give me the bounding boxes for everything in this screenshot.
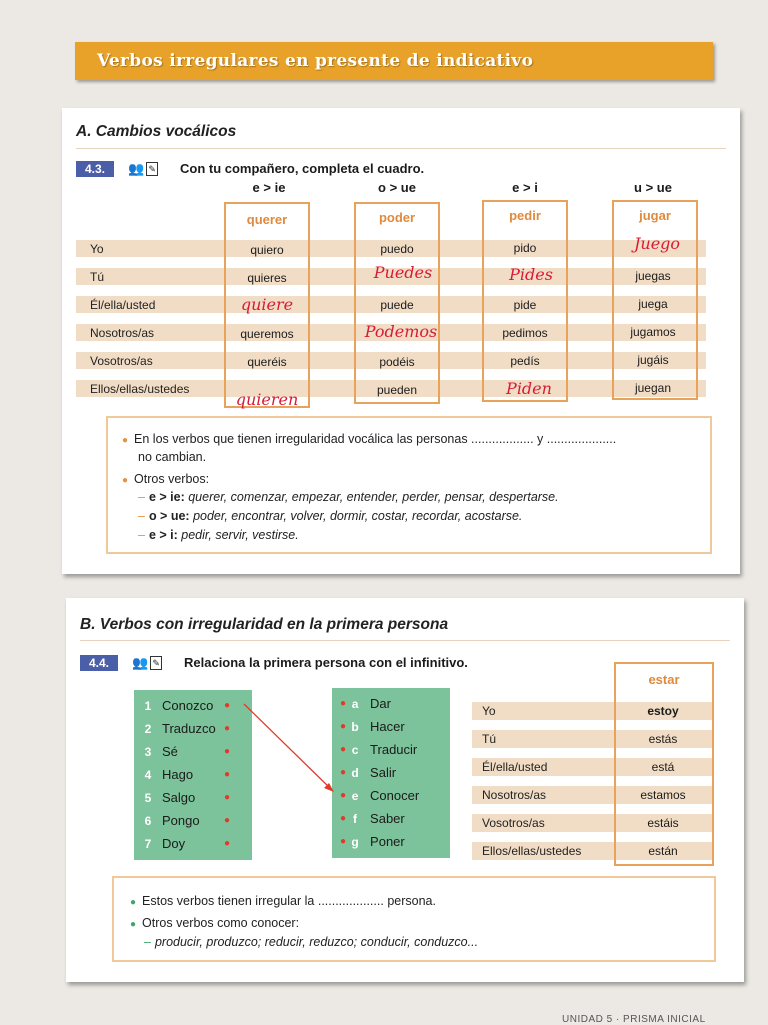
connector-dot[interactable]: ● xyxy=(340,767,347,778)
connector-dot[interactable]: ● xyxy=(340,698,347,709)
connector-dot[interactable]: ● xyxy=(224,746,231,757)
estar-pronoun-yo: Yo xyxy=(482,704,496,718)
estar-form-ellos: están xyxy=(648,844,678,858)
form-poder-yo: puedo xyxy=(380,242,414,256)
handwritten-poder-tu: Puedes xyxy=(373,263,433,282)
note-b-line1: ● Estos verbos tienen irregular la ................... persona. xyxy=(130,894,436,908)
exercise-instruction: Con tu compañero, completa el cuadro. xyxy=(180,161,425,176)
list-item: 3 Sé ● xyxy=(144,744,231,759)
note-a-line1: ● En los verbos que tienen irregularidad vocálica las personas .................. y .................... xyxy=(122,432,617,446)
estar-pronoun-tu: Tú xyxy=(482,732,497,746)
list-item: ● f Saber xyxy=(340,811,405,826)
form-jugar-ellos: juegan xyxy=(634,381,672,395)
exercise-instruction-b: Relaciona la primera persona con el infinitivo. xyxy=(184,655,468,670)
form-poder-el: puede xyxy=(380,298,414,312)
pronoun-ellos: Ellos/ellas/ustedes xyxy=(90,382,190,396)
pronoun-yo: Yo xyxy=(90,242,104,256)
list-item: 2 Traduzco ● xyxy=(144,721,231,736)
connector-dot[interactable]: ● xyxy=(224,700,231,711)
estar-pronoun-nosotros: Nosotros/as xyxy=(482,788,547,802)
note-a-line3: ● Otros verbos: xyxy=(122,472,210,486)
estar-pronoun-vosotros: Vosotros/as xyxy=(482,816,545,830)
connector-dot[interactable]: ● xyxy=(224,792,231,803)
verb-header-pedir: pedir xyxy=(509,208,541,223)
handwritten-pedir-ellos: Piden xyxy=(506,379,552,398)
list-item: ● c Traducir xyxy=(340,742,418,757)
pair-icon: 👥 xyxy=(128,161,145,176)
section-a-title: A. Cambios vocálicos xyxy=(76,123,237,140)
verb-header-estar: estar xyxy=(648,672,680,687)
connector-dot[interactable]: ● xyxy=(340,813,347,824)
form-jugar-tu: juegas xyxy=(635,269,671,283)
list-item: 4 Hago ● xyxy=(144,767,231,782)
form-poder-ellos: pueden xyxy=(376,383,418,397)
list-item: ● a Dar xyxy=(340,696,391,711)
banner-title: Verbos irregulares en presente de indicativo xyxy=(97,51,534,71)
form-querer-nosotros: queremos xyxy=(240,327,294,341)
form-poder-vosotros: podéis xyxy=(379,355,415,369)
pair-work-icons xyxy=(128,161,158,177)
section-b-title: B. Verbos con irregularidad en la primera persona xyxy=(80,616,449,633)
list-item: 6 Pongo ● xyxy=(144,813,231,828)
handwritten-querer-ellos: quieren xyxy=(235,390,299,409)
connector-dot[interactable]: ● xyxy=(224,838,231,849)
estar-form-el: está xyxy=(651,760,675,774)
section-a-rule xyxy=(76,148,726,149)
form-pedir-el: pide xyxy=(513,298,537,312)
connector-dot[interactable]: ● xyxy=(224,769,231,780)
pencil-icon: ✎ xyxy=(146,162,158,176)
col-header-o-ue: o > ue xyxy=(378,180,416,195)
connector-dot[interactable]: ● xyxy=(340,836,347,847)
form-pedir-nosotros: pedimos xyxy=(502,326,548,340)
note-a-rule-3: – e > i: pedir, servir, vestirse. xyxy=(138,528,299,542)
pronoun-vosotros: Vosotros/as xyxy=(90,354,153,368)
section-a-panel xyxy=(62,108,740,574)
form-jugar-nosotros: jugamos xyxy=(630,325,676,339)
estar-form-tu: estás xyxy=(648,732,678,746)
exercise-number-4-4: 4.4. xyxy=(80,655,118,671)
pair-icon: 👥 xyxy=(132,655,149,670)
connector-dot[interactable]: ● xyxy=(340,790,347,801)
form-pedir-vosotros: pedís xyxy=(510,354,540,368)
handwritten-pedir-tu: Pides xyxy=(509,265,553,284)
list-item: ● e Conocer xyxy=(340,788,420,803)
connector-dot[interactable]: ● xyxy=(224,815,231,826)
verb-header-poder: poder xyxy=(378,210,416,225)
note-a-line2: no cambian. xyxy=(138,450,207,464)
bullet-icon: ● xyxy=(130,897,137,908)
connector-dot[interactable]: ● xyxy=(340,721,347,732)
form-querer-tu: quieres xyxy=(247,271,287,285)
pronoun-nosotros: Nosotros/as xyxy=(90,326,155,340)
handwritten-jugar-yo: Juego xyxy=(633,234,681,253)
exercise-number-4-3: 4.3. xyxy=(76,161,114,177)
form-querer-yo: quiero xyxy=(250,243,284,257)
connector-dot[interactable]: ● xyxy=(224,723,231,734)
note-b-line2: ● Otros verbos como conocer: xyxy=(130,916,300,930)
verb-header-jugar: jugar xyxy=(639,208,671,223)
handwritten-poder-nosotros: Podemos xyxy=(364,322,438,341)
bullet-icon: ● xyxy=(130,919,137,930)
list-item: 7 Doy ● xyxy=(144,836,231,851)
col-header-u-ue: u > ue xyxy=(634,180,672,195)
note-a-rule-2: – o > ue: poder, encontrar, volver, dormir, costar, recordar, acostarse. xyxy=(138,509,523,523)
list-item: ● d Salir xyxy=(340,765,397,780)
verb-header-querer: querer xyxy=(246,212,288,227)
estar-pronoun-ellos: Ellos/ellas/ustedes xyxy=(482,844,582,858)
estar-form-nosotros: estamos xyxy=(640,788,686,802)
bullet-icon: ● xyxy=(122,475,129,486)
col-header-e-ie: e > ie xyxy=(252,180,286,195)
estar-form-yo: estoy xyxy=(647,704,679,718)
estar-pronoun-el: Él/ella/usted xyxy=(482,760,548,774)
list-item: 5 Salgo ● xyxy=(144,790,231,805)
title-banner xyxy=(75,42,713,80)
list-item: 1 Conozco ● xyxy=(144,698,231,713)
list-item: ● g Poner xyxy=(340,834,405,849)
connector-dot[interactable]: ● xyxy=(340,744,347,755)
form-querer-vosotros: queréis xyxy=(247,355,287,369)
note-b-line3: – producir, produzco; reducir, reduzco; conducir, conduzco... xyxy=(144,935,479,949)
section-b-panel xyxy=(66,598,744,982)
list-item: ● b Hacer xyxy=(340,719,405,734)
bullet-icon: ● xyxy=(122,435,129,446)
form-jugar-vosotros: jugáis xyxy=(637,353,669,367)
form-pedir-yo: pido xyxy=(513,241,537,255)
pencil-icon: ✎ xyxy=(150,656,162,670)
note-a-rule-1: – e > ie: querer, comenzar, empezar, entender, perder, pensar, despertarse. xyxy=(138,490,559,504)
col-header-e-i: e > i xyxy=(512,180,538,195)
pronoun-tu: Tú xyxy=(90,270,105,284)
form-jugar-el: juega xyxy=(638,297,668,311)
page-footer: UNIDAD 5 · PRISMA INICIAL xyxy=(562,1014,706,1025)
handwritten-querer-el: quiere xyxy=(240,295,294,314)
estar-form-vosotros: estáis xyxy=(647,816,679,830)
pronoun-el: Él/ella/usted xyxy=(90,298,156,312)
